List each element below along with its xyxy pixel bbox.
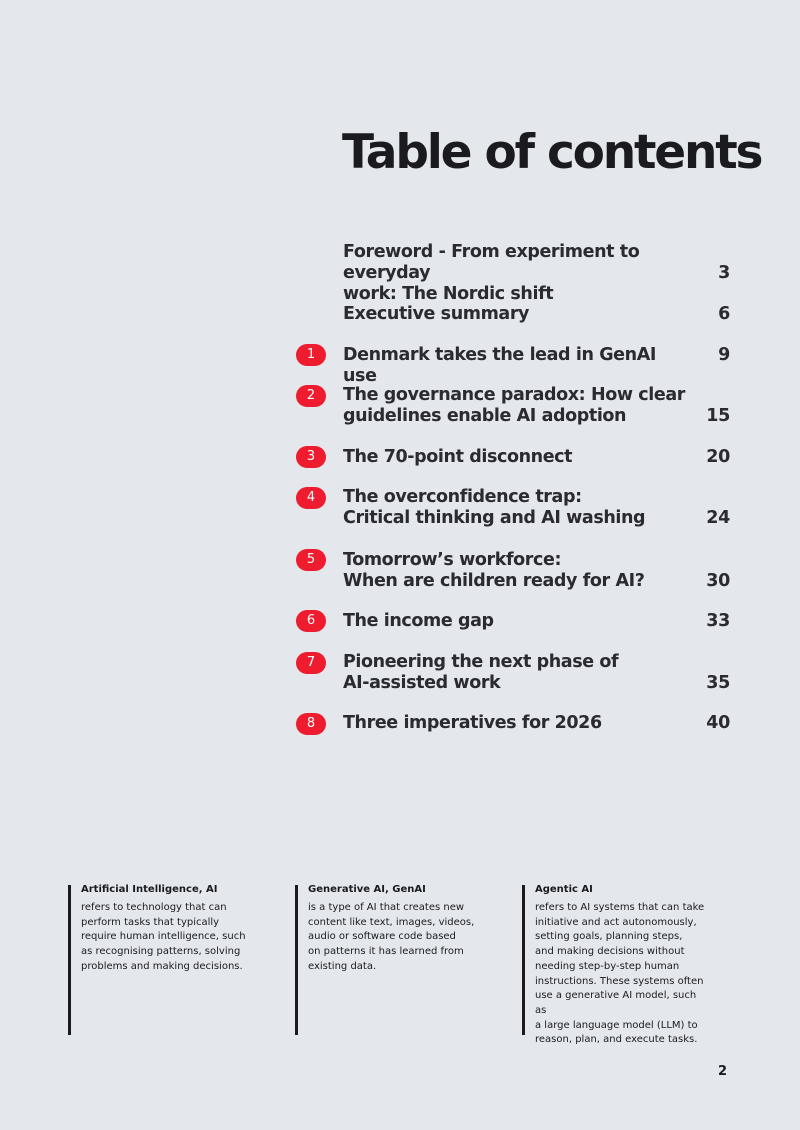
toc-entry-page: 15 bbox=[706, 406, 730, 426]
chapter-number-badge: 8 bbox=[296, 713, 326, 735]
chapter-number-badge: 3 bbox=[296, 446, 326, 468]
toc-entry-page: 35 bbox=[706, 673, 730, 693]
toc-entry-title: The income gap bbox=[343, 611, 494, 631]
toc-entry-title: Executive summary bbox=[343, 304, 530, 324]
glossary-term: Artificial Intelligence, AI bbox=[81, 884, 218, 895]
glossary-genai bbox=[295, 885, 483, 1035]
glossary-term: Agentic AI bbox=[535, 884, 593, 895]
page-title: Table of contents bbox=[342, 125, 762, 180]
toc-entry-title: Foreword - From experiment to everyday work: The Nordic shift bbox=[343, 242, 640, 304]
page-number: 2 bbox=[717, 1064, 727, 1079]
glossary-ai bbox=[68, 885, 256, 1035]
toc-entry-page: 6 bbox=[718, 304, 730, 324]
toc-entry-title: The 70-point disconnect bbox=[343, 447, 573, 467]
chapter-number-badge: 4 bbox=[296, 487, 326, 509]
glossary-term: Generative AI, GenAI bbox=[308, 884, 426, 895]
chapter-number-badge: 7 bbox=[296, 652, 326, 674]
toc-entry-page: 24 bbox=[706, 508, 730, 528]
toc-entry-page: 40 bbox=[706, 713, 730, 733]
toc-entry-page: 9 bbox=[718, 345, 730, 365]
glossary-definition: refers to technology that can perform tasks that typically require human intelligence, such as recognising patterns, solving problems and making decisions. bbox=[81, 902, 246, 972]
toc-entry-title: The governance paradox: How clear guidelines enable AI adoption bbox=[343, 385, 685, 426]
glossary-definition: refers to AI systems that can take initiative and act autonomously, setting goals, planning steps, and making decisions without needing step-by-step human instructions. These systems often use a generative AI model, such as a large language model (LLM) to reason, plan, and execute tasks. bbox=[535, 902, 705, 1046]
glossary-agentic-ai bbox=[522, 884, 710, 1046]
toc-entry-title: Three imperatives for 2026 bbox=[343, 713, 602, 733]
chapter-number-badge: 5 bbox=[296, 549, 326, 571]
toc-entry-page: 3 bbox=[718, 263, 730, 283]
glossary-definition: is a type of AI that creates new content like text, images, videos, audio or software code based on patterns it has learned from existing data. bbox=[308, 902, 475, 972]
toc-entry-page: 33 bbox=[706, 611, 730, 631]
toc-entry-title: Denmark takes the lead in GenAI use bbox=[343, 345, 656, 386]
chapter-number-badge: 2 bbox=[296, 385, 326, 407]
chapter-number-badge: 1 bbox=[296, 344, 326, 366]
toc-entry-page: 30 bbox=[706, 571, 730, 591]
toc-entry-title: The overconfidence trap: Critical thinking and AI washing bbox=[343, 487, 646, 528]
chapter-number-badge: 6 bbox=[296, 610, 326, 632]
toc-entry-page: 20 bbox=[706, 447, 730, 467]
toc-entry-title: Tomorrow’s workforce: When are children ready for AI? bbox=[343, 550, 645, 591]
toc-entry-title: Pioneering the next phase of AI-assisted work bbox=[343, 652, 619, 693]
